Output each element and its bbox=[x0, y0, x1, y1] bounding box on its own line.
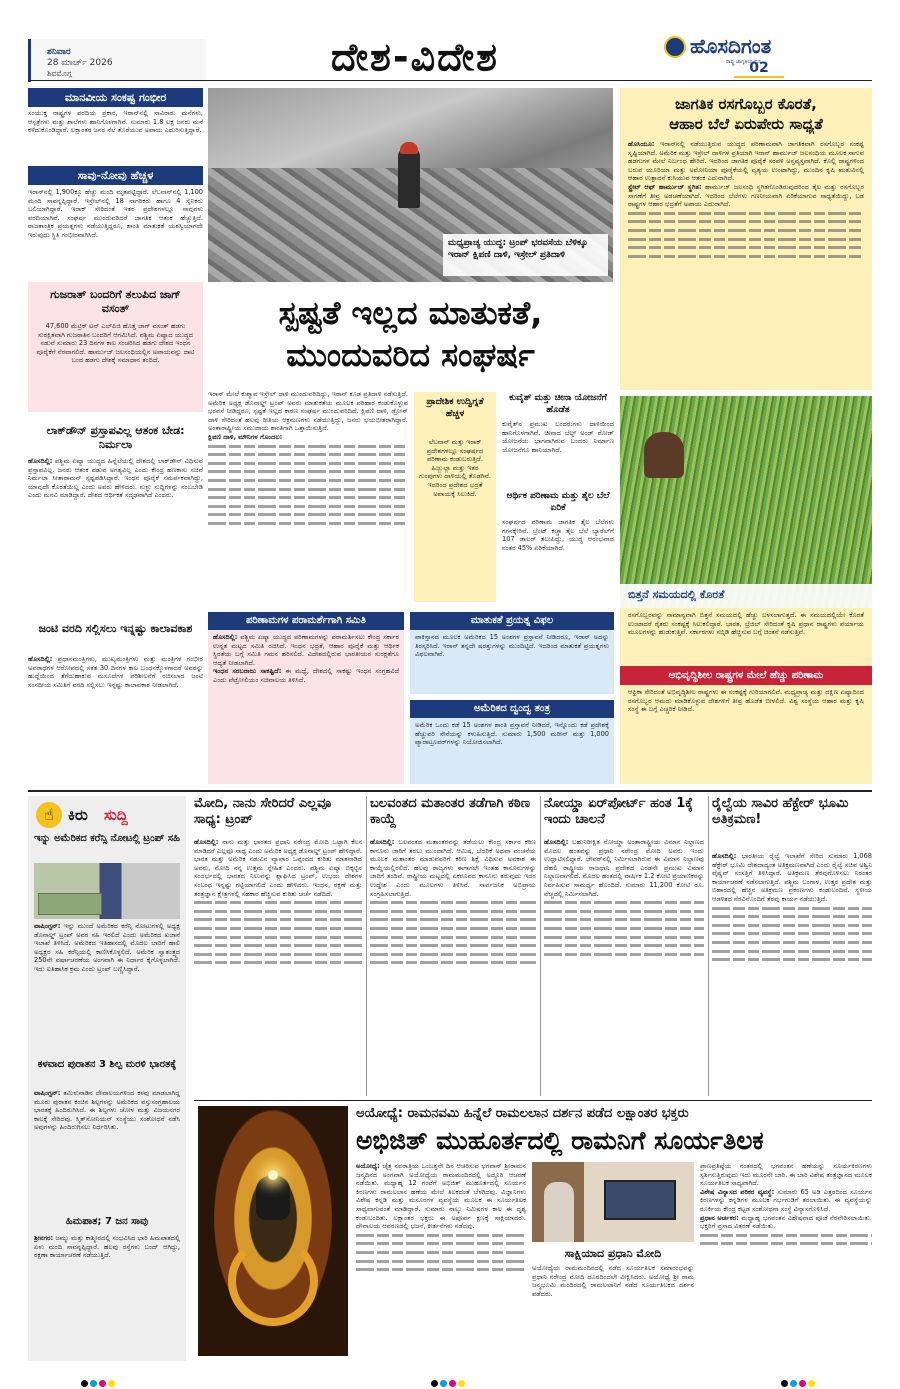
conversion-text: ಬಲವಂತದ ಮತಾಂತರವನ್ನು ತಡೆಯಲು ಕೇಂದ್ರ ಸರ್ಕಾರ ಕಠಿಣ ಕಾನೂನು ಜಾರಿಗೆ ತರಲು ಮುಂದಾಗಿದೆ. ಆಮಿಷ, ಬೆದರಿಕೆ ಅಥವಾ ವಂಚನೆಯ ಮೂಲಕ ಮತಾಂತರ ಮಾಡುವವರಿಗೆ ಕಠಿಣ ಶಿಕ್ಷೆ ವಿಧಿಸುವ ಅವಕಾಶ ಈ ಕಾಯ್ದೆಯಲ್ಲಿರಲಿದೆ. ಹಲವು ರಾಜ್ಯಗಳು ಈಗಾಗಲೇ ಇಂತಹ ಕಾನೂನುಗಳನ್ನು ಜಾರಿಗೆ ತಂದಿವೆ. ರಾಷ್ಟ್ರೀಯ ಮಟ್ಟದಲ್ಲಿ ಏಕರೂಪದ ಕಾನೂನು ತರುವುದು ಇದರ ಉದ್ದೇಶ ಎಂದು ಮೂಲಗಳು ತಿಳಿಸಿವೆ. ಸಾರ್ವಜನಿಕ ಅಭಿಪ್ರಾಯ ಸಂಗ್ರಹಿಸಲಾಗುತ್ತಿದೆ. bbox=[370, 838, 536, 898]
kiru-item1-wrap bbox=[34, 922, 180, 1050]
gujarat-text: 47,600 ಮೆಟ್ರಿಕ್ ಟನ್ ಎಲ್‌ಪಿಜಿ ಹೊತ್ತ ಜಾಗ್ ವಸಂತ್ ಹಡಗು ಸುರಕ್ಷಿತವಾಗಿ ಗುಜರಾತಿನ ಬಂದರಿಗೆ ಆಗಮಿಸಿದೆ. ಪಶ್ಚಿಮ ಏಷ್ಯಾದ ಯುದ್ಧದ ನಡುವೆ ಸುಮಾರು 23 ದಿನಗಳ ಕಾಲ ಸಂಚರಿಸಿದ ಹಡಗು ದೇಶದ ಇಂಧನ ಪೂರೈಕೆಗೆ ನೆರವಾಗಲಿದೆ. ಹಾರ್ಮುಜ್ ಜಲಸಂಧಿಯಲ್ಲಿನ ಅಪಾಯವನ್ನು ದಾಟಿ ಬಂದ ಹಡಗು ದೇಶಕ್ಕೆ ಸಮಾಧಾನ ತಂದಿದೆ. bbox=[36, 322, 195, 365]
rescuer-figure bbox=[398, 148, 420, 208]
registration-marks-right bbox=[780, 1372, 816, 1389]
ayodhya-col1 bbox=[356, 1162, 526, 1358]
kiru-item3-lead: ಶ್ರೀನಗರ: bbox=[34, 1234, 54, 1242]
modi-text-wrap bbox=[194, 838, 362, 1094]
conversion-lead: ಹೊಸದಿಲ್ಲಿ: bbox=[370, 838, 395, 846]
ayodhya-headline: ಅಭಿಜಿತ್ ಮುಹೂರ್ತದಲ್ಲಿ ರಾಮನಿಗೆ ಸೂರ್ಯತಿಲಕ bbox=[356, 1126, 764, 1155]
economic-title: ಆರ್ಥಿಕ ಪರಿಣಾಮ ಮತ್ತು ತೈಲ ಬೆಲೆ ಏರಿಕೆ bbox=[506, 491, 610, 513]
ayodhya-kicker: ಅಯೋಧ್ಯೆ: ರಾಮನವಮಿ ಹಿನ್ನೆಲೆ ರಾಮಲಲಾನ ದರ್ಶನ ಪಡೆದ ಲಕ್ಷಾಂತರ ಭಕ್ತರು bbox=[356, 1106, 689, 1121]
railway-title: ರೈಲ್ವೆಯ ಸಾವಿರ ಹೆಕ್ಟೇರ್ ಭೂಮಿ ಅತಿಕ್ರಮಣ! bbox=[712, 796, 849, 827]
gujarat-box bbox=[28, 282, 203, 412]
kiru-item3-title: ಹಿಮಪಾತ; 7 ಜನ ಸಾವು bbox=[65, 1216, 149, 1227]
us-strategy-box bbox=[410, 700, 614, 784]
lockdown-lead: ಹೊಸದಿಲ್ಲಿ: bbox=[28, 457, 53, 465]
ayodhya-text: ಚೈತ್ರ ನವರಾತ್ರಿಯ ಒಂಬತ್ತನೇ ದಿನ ಆಚರಿಸುವ ಭಗವಾನ್ ಶ್ರೀರಾಮನ ಜನ್ಮದಿನದ ಅಂಗವಾಗಿ ಅಯೋಧ್ಯೆಯ ರಾಮಮಂದಿರದಲ್ಲಿ ಅದ್ದೂರಿ ಆಚರಣೆ ನಡೆಯಿತು. ಮಧ್ಯಾಹ್ನ 12 ಗಂಟೆಗೆ ಅಭಿಜಿತ್ ಮುಹೂರ್ತದಲ್ಲಿ ಸೂರ್ಯನ ಕಿರಣಗಳು ರಾಮಲಲಾನ ಹಣೆಯ ಮೇಲೆ ತಿಲಕದಂತೆ ಬೆಳಗಿದವು. ವಿಜ್ಞಾನಿಗಳು ವಿಶೇಷ ಕನ್ನಡಿ ಮತ್ತು ಮಸೂರಗಳ ವ್ಯವಸ್ಥೆಯ ಮೂಲಕ ಈ ಸೂರ್ಯತಿಲಕ ಸಾಧ್ಯವಾಗುವಂತೆ ಮಾಡಿದ್ದಾರೆ. ಸುಮಾರು ನಾಲ್ಕು ನಿಮಿಷಗಳ ಕಾಲ ಈ ದೃಶ್ಯ ಕಂಡುಬಂದಿತು. ಲಕ್ಷಾಂತರ ಭಕ್ತರು ಈ ಅಪೂರ್ವ ಕ್ಷಣಕ್ಕೆ ಸಾಕ್ಷಿಯಾದರು. ದೇವಾಲಯ ಆವರಣದಲ್ಲಿ ಭಜನೆ, ಕೀರ್ತನೆಗಳು ನಡೆದವು. bbox=[356, 1162, 526, 1231]
gujarat-title: ಗುಜರಾತ್ ಬಂದರಿಗೆ ತಲುಪಿದ ಜಾಗ್ ವಸಂತ್ bbox=[50, 288, 181, 315]
kuwait-box bbox=[502, 392, 614, 484]
noida-lead: ಹೊಸದಿಲ್ಲಿ: bbox=[544, 838, 569, 846]
diplomacy-title: ಮಾತುಕತೆ ಪ್ರಯತ್ನ ವಿಫಲ bbox=[410, 612, 614, 630]
noida-story bbox=[544, 796, 704, 1096]
photo-caption: ಮಧ್ಯಪ್ರಾಚ್ಯ ಯುದ್ಧ: ಟ್ರಂಪ್ ಭರವಸೆಯ ಬೆಳಿಕ್ಕೂ ಇರಾನ್ ಕ್ಷಿಪಣಿ ದಾಳಿ, ಇಸ್ರೇಲ್ ಪ್ರತಿದಾಳಿ bbox=[448, 238, 588, 260]
economic-text: ಸಂಘರ್ಷದ ಪರಿಣಾಮ ಜಾಗತಿಕ ತೈಲ ಬೆಲೆಗಳು ಗಗನಕ್ಕೇರಿವೆ. ಬ್ರೆಂಟ್ ಕಚ್ಚಾ ತೈಲ ಬೆಲೆ ಬ್ಯಾರೆಲ್‌ಗೆ 107 ಡಾಲರ್ ತಲುಪಿದ್ದು, ಯುದ್ಧ ಆರಂಭವಾದ ನಂತರ 45% ಏರಿಕೆಯಾಗಿದೆ. bbox=[502, 518, 614, 552]
weather-text-wrap bbox=[28, 655, 203, 779]
city-label: ಶಿವಮೊಗ್ಗ bbox=[47, 69, 72, 78]
day-label: ಶನಿವಾರ bbox=[47, 47, 71, 57]
registration-marks-left bbox=[80, 1372, 116, 1389]
ayodhya-col3 bbox=[700, 1162, 872, 1358]
date-label: 28 ಮಾರ್ಚ್ 2026 bbox=[47, 58, 113, 68]
weather-title: ಜಂಟಿ ವರದಿ ಸಲ್ಲಿಸಲು ಇನ್ನಷ್ಟು ಕಾಲಾವಕಾಶ bbox=[38, 622, 193, 635]
date-box bbox=[28, 39, 206, 82]
farmer-figure bbox=[644, 432, 684, 478]
sowing-text: ರಸಗೊಬ್ಬರವನ್ನು ಸಾಮಾನ್ಯವಾಗಿ ಬಿತ್ತನೆ ಸಮಯದಲ್ಲಿ ಹೆಚ್ಚು ಬಳಸಲಾಗುತ್ತದೆ. ಈ ಸಮಯದಲ್ಲಿಯೇ ಕೊರತೆ ಉಂಟಾದರೆ ರೈತರು ಸಂಕಷ್ಟಕ್ಕೆ ಸಿಲುಕಲಿದ್ದಾರೆ. ಭಾರತ, ಬ್ರೆಜಿಲ್ ಸೇರಿದಂತೆ ಕೃಷಿ ಪ್ರಧಾನ ರಾಷ್ಟ್ರಗಳು ಪರ್ಯಾಯ ಮೂಲಗಳನ್ನು ಹುಡುಕುತ್ತಿವೆ. ಸರ್ಕಾರಗಳು ಸಬ್ಸಿಡಿ ಹೆಚ್ಚಿಸುವ ಬಗ್ಗೆ ಚಿಂತನೆ ನಡೆಸುತ್ತಿವೆ. bbox=[628, 611, 864, 637]
main-headline-line2: ಮುಂದುವರಿದ ಸಂಘರ್ಷ bbox=[286, 336, 535, 374]
main-story-text: ಇರಾನ್ ಮೇಲೆ ಕುಶ್ಮಾವ ಇಸ್ರೇಲ್ ದಾಳಿ ಮುಂದುವರಿದಿದ್ದು, ಇರಾನ್ ಕೂಡ ಪ್ರತಿದಾಳಿ ನಡೆಸುತ್ತಿದೆ. ಅಮೆರಿಕ ಅಧ್ಯಕ್ಷ ಡೊನಾಲ್ಡ್ ಟ್ರಂಪ್ ಅವರು ಮಾತುಕತೆಯ ಮೂಲಕ ಪರಿಹಾರ ಕಂಡುಕೊಳ್ಳುವ ಭರವಸೆ ನೀಡಿದ್ದರೂ, ಸ್ಪಷ್ಟತೆ ಇಲ್ಲದ ಕಾರಣ ಸಂಘರ್ಷ ಮುಂದುವರಿದಿದೆ. ಕ್ಷಿಪಣಿ ದಾಳಿ, ಡ್ರೋನ್ ದಾಳಿ ಸೇರಿದಂತೆ ಹಲವು ರೀತಿಯ ಆಕ್ರಮಣಗಳು ನಡೆಯುತ್ತಿದ್ದು, ಜನರು ಭಯಭೀತರಾಗಿದ್ದಾರೆ. ಅಂತಾರಾಷ್ಟ್ರೀಯ ಸಮುದಾಯ ಶಾಂತಿಗಾಗಿ ಒತ್ತಾಯಿಸುತ್ತಿದೆ. bbox=[208, 390, 408, 433]
casualties-title: ಸಾವು-ನೋವು ಹೆಚ್ಚಳ bbox=[28, 166, 203, 185]
results-lead: ಹೊಸದಿಲ್ಲಿ: bbox=[213, 633, 238, 641]
food-box bbox=[620, 88, 872, 390]
photo-caption-box bbox=[443, 234, 608, 276]
regional-box bbox=[414, 392, 496, 602]
currency-photo bbox=[34, 863, 180, 919]
dollar-note bbox=[38, 893, 102, 915]
kiru-item2-wrap bbox=[34, 1089, 180, 1209]
ayodhya-text3: ಸುಮಾರು 65 ಅಡಿ ಎತ್ತರದಿಂದ ಸೂರ್ಯನ ಕಿರಣಗಳನ್ನು ಕನ್ನಡಿಗಳ ಮೂಲಕ ಗರ್ಭಗುಡಿಗೆ ತರಲಾಯಿತು. ಈ ವ್ಯವಸ್ಥೆಯನ್ನು ರೂರ್ಕಿಯ ಕೇಂದ್ರ ಕಟ್ಟಡ ಸಂಶೋಧನಾ ಸಂಸ್ಥೆ ವಿನ್ಯಾಸಗೊಳಿಸಿದೆ. bbox=[700, 1187, 872, 1213]
modi-story bbox=[194, 796, 362, 1096]
main-story-lead: ಕ್ಷಿಪಣಿ ದಾಳಿ, ಮೌನಿಗಳ ಗೊಂದಲ: bbox=[208, 432, 283, 441]
pm-figure bbox=[544, 1182, 574, 1242]
paper-tagline: ರಾಷ್ಟ್ರ ಜಾಗೃತಿಯ ಧ್ವನಿ bbox=[726, 59, 762, 65]
results-title: ಪರಿಣಾಮಗಳ ಪರಾಮರ್ಶೆಗಾಗಿ ಸಮಿತಿ bbox=[208, 612, 404, 630]
suddi-label: ಸುದ್ದಿ bbox=[104, 806, 128, 824]
modi-title: ಮೋದಿ, ನಾನು ಸೇರಿದರೆ ಎಲ್ಲವೂ ಸಾಧ್ಯ: ಟ್ರಂಪ್ bbox=[194, 796, 332, 827]
results-text: ಪಶ್ಚಿಮ ಏಷ್ಯಾ ಯುದ್ಧದ ಪರಿಣಾಮಗಳನ್ನು ಪರಾಮರ್ಶಿಸಲು ಕೇಂದ್ರ ಸರ್ಕಾರ ಉನ್ನತ ಮಟ್ಟದ ಸಮಿತಿ ರಚಿಸಿದೆ. ಇಂಧನ ಭದ್ರತೆ, ಆಹಾರ ಪೂರೈಕೆ ಮತ್ತು ಆರ್ಥಿಕ ಸ್ಥಿರತೆಯ ಬಗ್ಗೆ ಸಮಿತಿ ಗಮನ ಹರಿಸಲಿದೆ. ವಿದೇಶದಲ್ಲಿರುವ ಭಾರತೀಯರ ಸುರಕ್ಷತೆಗೂ ಆದ್ಯತೆ ನೀಡಲಾಗಿದೆ. bbox=[213, 633, 399, 667]
page-number: 02 bbox=[734, 60, 784, 78]
conversion-text-wrap bbox=[370, 838, 536, 1094]
developing-title: ಅಭಿವೃದ್ಧಿಶೀಲ ರಾಷ್ಟ್ರಗಳ ಮೇಲೆ ಹೆಚ್ಚು ಪರಿಣಾಮ bbox=[620, 666, 872, 685]
us-strategy-text: ಅಮೆರಿಕ ಒಂದು ಕಡೆ 15 ಅಂಶಗಳ ಶಾಂತಿ ಪ್ರಸ್ತಾವನೆ ನೀಡಿದರೆ, ಇನ್ನೊಂದು ಕಡೆ ಪ್ರದೇಶಕ್ಕೆ ಹೆಚ್ಚುವರಿ ಸೇನೆಯನ್ನು ಕಳುಹಿಸುತ್ತಿದೆ. ಸುಮಾರು 1,500 ಮರೀನ್ ಮತ್ತು 1,000 ಪ್ಯಾರಾಟ್ರೂಪರ್‌ಗಳನ್ನು ನಿಯೋಜಿಸಲಾಗಿದೆ. bbox=[415, 721, 609, 747]
railway-text: ಭಾರತೀಯ ರೈಲ್ವೆ ಇಲಾಖೆಗೆ ಸೇರಿದ ಸುಮಾರು 1,068 ಹೆಕ್ಟೇರ್ ಭೂಮಿ ದೇಶದಾದ್ಯಂತ ಅತಿಕ್ರಮಣವಾಗಿದೆ ಎಂದು ರೈಲ್ವೆ ಸಚಿವ ಅಶ್ವಿನಿ ವೈಷ್ಣವ್ ಸಂಸತ್ತಿಗೆ ತಿಳಿಸಿದ್ದಾರೆ. ಅತಿಕ್ರಮಣ ತೆರವುಗೊಳಿಸಲು ನಿರಂತರ ಕಾರ್ಯಾಚರಣೆ ನಡೆಸಲಾಗುತ್ತಿದೆ. ಪಶ್ಚಿಮ ಬಂಗಾಳ, ಉತ್ತರ ಪ್ರದೇಶ ಮತ್ತು ಬಿಹಾರದಲ್ಲಿ ಹೆಚ್ಚಿನ ಅತಿಕ್ರಮಣ ಪ್ರಕರಣಗಳು ಕಂಡುಬಂದಿವೆ. ಸ್ಥಳೀಯ ಆಡಳಿತದ ನೆರವಿನೊಂದಿಗೆ ತೆರವು ಕಾರ್ಯ ನಡೆಯುತ್ತಿದೆ. bbox=[712, 852, 872, 903]
section-title: ದೇಶ-ವಿದೇಶ bbox=[331, 35, 499, 79]
kiru-item2-lead: ವಾಷಿಂಗ್ಟನ್: bbox=[34, 1089, 61, 1097]
food-text: ಇರಾನ್‌ನಲ್ಲಿ ನಡೆಯುತ್ತಿರುವ ಯುದ್ಧದ ಪರಿಣಾಮವಾಗಿ ಜಾಗತಿಕವಾಗಿ ರಸಗೊಬ್ಬರ ಸಂಕಷ್ಟ ಸೃಷ್ಟಿಯಾಗಿದೆ. ಅಮೆರಿಕ ಮತ್ತು ಇಸ್ರೇಲ್ ದಾಳಿಗಳ ಪ್ರತಿಯಾಗಿ ಇರಾನ್ ಹಾರ್ಮುಜ್ ಜಲಸಂಧಿಯ ಮೂಲಕ ಸಾಗುವ ಹಡಗುಗಳ ಮೇಲೆ ನಿರ್ಬಂಧ ಹೇರಿದೆ. ಇದರಿಂದ ಜಾಗತಿಕ ಪೂರೈಕೆ ಸರಪಳಿ ಅಸ್ತವ್ಯಸ್ತವಾಗಿದೆ. ಕೊಲ್ಲಿ ರಾಷ್ಟ್ರಗಳಿಂದ ಬರುವ ಯೂರಿಯಾ ಮತ್ತು ಅಮೋನಿಯಾ ಪೂರೈಕೆಯಲ್ಲಿ ವ್ಯತ್ಯಯ ಉಂಟಾಗಿದ್ದು, ಮುಂದಿನ ಕೃಷಿ ಋತುವಿನಲ್ಲಿ ಆಹಾರ ಉತ್ಪಾದನೆ ಕುಸಿಯುವ ಆತಂಕ ಎದುರಾಗಿದೆ. bbox=[628, 140, 864, 183]
kiru-item1-text: ಇನ್ನು ಮುಂದೆ ಅಮೆರಿಕದ ಕರೆನ್ಸಿ ನೋಟುಗಳಲ್ಲಿ ಅಧ್ಯಕ್ಷ ಡೊನಾಲ್ಡ್ ಟ್ರಂಪ್ ಅವರ ಸಹಿ ಇರಲಿದೆ ಎಂದು ಅಮೆರಿಕದ ಖಜಾನೆ ಇಲಾಖೆ ತಿಳಿಸಿದೆ. ಅಮೆರಿಕದ ಇತಿಹಾಸದಲ್ಲಿ ಮೊದಲ ಬಾರಿಗೆ ಹಾಲಿ ಅಧ್ಯಕ್ಷರ ಸಹಿ ಕರೆನ್ಸಿಯಲ್ಲಿ ಕಾಣಿಸಿಕೊಳ್ಳಲಿದೆ. ಅಮೆರಿಕ ಸ್ವಾತಂತ್ರ್ಯದ 250ನೇ ವರ್ಷಾಚರಣೆಯ ಅಂಗವಾಗಿ ಈ ನಿರ್ಧಾರ ಕೈಗೊಳ್ಳಲಾಗಿದೆ. ಇದು ಐತಿಹಾಸಿಕ ಕ್ರಮ ಎಂದು ಟ್ರಂಪ್ ಬಣ್ಣಿಸಿದ್ದಾರೆ. bbox=[34, 922, 180, 973]
col-sep-2 bbox=[540, 796, 541, 1096]
food-title-line2: ಆಹಾರ ಬೆಲೆ ಏರುಪೇರು ಸಾಧ್ಯತೆ bbox=[669, 115, 823, 133]
screen-shape bbox=[604, 1180, 676, 1220]
rescuer-helmet bbox=[400, 142, 418, 154]
railway-text-wrap bbox=[712, 852, 872, 1092]
kiru-header bbox=[34, 800, 180, 830]
humanitarian-text: ಸಂಯುಕ್ತ ರಾಷ್ಟ್ರಗಳ ವರದಿಯ ಪ್ರಕಾರ, ಇರಾನ್‌ನಲ್ಲಿ ಸಾವಿರಾರು ಮನೆಗಳು, ಆಸ್ಪತ್ರೆಗಳು ಮತ್ತು ಶಾಲೆಗಳು ಹಾನಿಗೊಳಗಾಗಿವೆ. ಸುಮಾರು 1.8 ಲಕ್ಷ ಜನರು ಮನೆ ಕಳೆದುಕೊಂಡಿದ್ದಾರೆ. ಲಕ್ಷಾಂತರ ಜನರ ನೆಲೆ ತೊರೆಯುವ ಅಪಾಯ ಎದುರಿಸುತ್ತಿದ್ದಾರೆ. bbox=[28, 109, 203, 135]
ayodhya-lead: ಅಯೋಧ್ಯೆ: bbox=[356, 1162, 380, 1170]
food-text-wrap bbox=[628, 140, 864, 384]
kiru-item1-lead: ವಾಷಿಂಗ್ಟನ್: bbox=[34, 922, 61, 930]
weather-text: ಪ್ರಧಾನಮಂತ್ರಿಗಳು, ಮುಖ್ಯಮಂತ್ರಿಗಳು ಮತ್ತು ಮಂತ್ರಿಗಳ ಗಂಭೀರ ಅಪರಾಧಗಳ ಆರೋಪದಲ್ಲಿ ಸತತ 30 ದಿನಗಳ ಕಾಲ ಬಂಧನಕ್ಕೊಳಗಾದರೆ ಅವರನ್ನು ಹುದ್ದೆಯಿಂದ ತೆಗೆದುಹಾಕುವ ಮಸೂದೆಗಳ ಪರಿಶೀಲನೆಗೆ ರಚಿಸಲಾದ ಜಂಟಿ ಸಂಸದೀಯ ಸಮಿತಿಗೆ ವರದಿ ಸಲ್ಲಿಸಲು ಇನ್ನಷ್ಟು ಕಾಲಾವಕಾಶ ನೀಡಲಾಗಿದೆ. bbox=[28, 655, 203, 689]
results-text-wrap bbox=[208, 630, 404, 780]
diplomacy-text: ಪಾಕಿಸ್ತಾನದ ಮೂಲಕ ಅಮೆರಿಕದ 15 ಅಂಶಗಳ ಪ್ರಸ್ತಾವನೆ ನೀಡಿದರೂ, ಇರಾನ್ ಅದನ್ನು ತಿರಸ್ಕರಿಸಿದೆ. ಇರಾನ್ ತನ್ನದೇ ಷರತ್ತುಗಳನ್ನು ಮುಂದಿಟ್ಟಿದೆ. ಇದರಿಂದ ಮಾತುಕತೆ ಪ್ರಯತ್ನಗಳು ವಿಫಲವಾಗಿವೆ. bbox=[415, 633, 609, 659]
main-story bbox=[208, 390, 408, 602]
economic-box bbox=[502, 490, 614, 602]
main-story-filler bbox=[208, 442, 408, 451]
casualties-text: ಇರಾನ್‌ನಲ್ಲಿ 1,900ಕ್ಕೂ ಹೆಚ್ಚು ಮಂದಿ ಮೃತಪಟ್ಟಿದ್ದಾರೆ. ಲೆಬನಾನ್‌ನಲ್ಲಿ 1,100 ಮಂದಿ ಸಾವನ್ನಪ್ಪಿದ್ದಾರೆ. ಇಸ್ರೇಲ್‌ನಲ್ಲಿ 18 ನಾಗರಿಕರು ಹಾಗೂ 4 ಸೈನಿಕರು ಬಲಿಯಾಗಿದ್ದಾರೆ. ಇರಾಕ್ ಸೇರಿದಂತೆ ಇತರ ಪ್ರದೇಶಗಳಲ್ಲೂ ಸಾವುಗಳು ವರದಿಯಾಗಿವೆ. ಸಂಘರ್ಷ ಮುಂದುವರಿದರೆ ಜಾಗತಿಕ ಆತಂಕ ಹೆಚ್ಚುತ್ತಿದೆ. ರಾಜತಾಂತ್ರಿಕ ಪ್ರಯತ್ನಗಳು ನಡೆಯುತ್ತಿದ್ದರೂ, ಶಾಂತಿ ಮಾತುಕತೆ ಯಶಸ್ವಿಯಾಗದೇ ಇರುವುದು ಸ್ಥಿತಿ ಗಂಭೀರವಾಗಿಸಿದೆ. bbox=[28, 188, 203, 239]
kiru-item2-title: ಕಳವಾದ ಪುರಾತನ 3 ಶಿಲ್ಪ ಮರಳಿ ಭಾರತಕ್ಕೆ bbox=[37, 1059, 177, 1070]
kuwait-title: ಕುವೈತ್ ಮತ್ತು ಚೀನಾ ಯೋಜನೆಗೆ ಹೊಡೆತ bbox=[509, 393, 607, 415]
war-photo bbox=[208, 88, 613, 282]
registration-marks-center bbox=[430, 1372, 466, 1389]
food-lead: ಹೊಸಿಯೂ: bbox=[628, 140, 655, 148]
modi-photo bbox=[532, 1162, 694, 1242]
kiru-item3-wrap bbox=[34, 1234, 180, 1334]
sowing-box bbox=[620, 608, 872, 666]
pointing-hand-icon: ☝ bbox=[36, 802, 62, 828]
logo-emblem-icon bbox=[664, 36, 686, 58]
ayodhya-text4: ಮಧ್ಯಾಹ್ನ ಭಗವಂತನ ವಿಶೇಷವಾದ ಪೂಜೆ ನೆರವೇರಿಸಲಾಯಿತು. ಭಕ್ತರಿಗೆ ಪ್ರಸಾದ ವಿತರಣೆ ನಡೆಯಿತು. bbox=[700, 1213, 872, 1231]
kuwait-text: ಕುವೈತ್‌ನ ಪ್ರಮುಖ ಬಂದರುಗಳು ದಾಳಿಯಿಂದ ಹಾನಿಗೊಳಗಾಗಿವೆ. ಚೀನಾದ ಬೆಲ್ಟ್ ಅಂಡ್ ರೋಡ್ ಯೋಜನೆಯ ಭಾಗವಾಗಿರುವ ಬಂದರು ನಿರ್ಮಾಣ ಯೋಜನೆಗೂ ಹಾನಿಯಾಗಿದೆ. bbox=[502, 420, 614, 454]
deity-face bbox=[256, 1176, 290, 1220]
masthead bbox=[0, 0, 900, 80]
casualties-box bbox=[28, 166, 203, 276]
col-sep-3 bbox=[708, 796, 709, 1096]
modi-lead: ಹೊಸದಿಲ್ಲಿ: bbox=[194, 838, 219, 846]
kiru-item1-title: ಇನ್ನು ಅಮೆರಿಕದ ಕರೆನ್ಸಿ ನೋಟಲ್ಲಿ ಟ್ರಂಪ್ ಸಹಿ bbox=[34, 833, 180, 844]
conversion-story bbox=[370, 796, 536, 1096]
main-headline-line1: ಸ್ಪಷ್ಟತೆ ಇಲ್ಲದ ಮಾತುಕತೆ, bbox=[278, 294, 543, 332]
kiru-suddi-column bbox=[28, 796, 186, 1361]
food-title-line1: ಜಾಗತಿಕ ರಸಗೊಬ್ಬರ ಕೊರತೆ, bbox=[675, 95, 817, 113]
main-headline bbox=[208, 292, 613, 382]
results-lead2: ಇಂಧನ ಸರಬರಾಜು ಸಾಕಷ್ಟಿದೆ: bbox=[213, 667, 282, 676]
railway-lead: ಹೊಸದಿಲ್ಲಿ: bbox=[712, 852, 737, 860]
regional-title: ಪ್ರಾದೇಶಿಕ ಉದ್ವಿಗ್ನತೆ ಹೆಚ್ಚಳ bbox=[426, 397, 484, 419]
ayodhya-lead4: ಪ್ರಧಾನ ಅರ್ಚಕರ: bbox=[700, 1213, 739, 1222]
ayodhya-col3-text: ಪ್ರಾಣಪ್ರತಿಷ್ಠೆಯ ನಂತರದಲ್ಲಿ ಭಗವಂತನ ಹಣೆಯನ್ನು ಸೂರ್ಯಕಿರಣಗಳು ಸ್ಪರ್ಶಿಸುತ್ತಿರುವುದು ಇದು ಮೂರನೇ ಬಾರಿ. ಈ ಬಾರಿ ವಿಶೇಷ ತಂತ್ರಜ್ಞಾನದ ಮೂಲಕ ಸೂರ್ಯತಿಲಕ ಸಾಧ್ಯವಾಗಿದೆ. bbox=[700, 1162, 872, 1188]
noida-text: ಬಹುನಿರೀಕ್ಷಿತ ನೋಯ್ಡಾ ಅಂತಾರಾಷ್ಟ್ರೀಯ ವಿಮಾನ ನಿಲ್ದಾಣದ ಮೊದಲ ಹಂತವನ್ನು ಪ್ರಧಾನಿ ನರೇಂದ್ರ ಮೋದಿ ಅವರು ಇಂದು ಉದ್ಘಾಟಿಸಲಿದ್ದಾರೆ. ಜೇವರ್‌ನಲ್ಲಿ ನಿರ್ಮಿಸಲಾಗಿರುವ ಈ ವಿಮಾನ ನಿಲ್ದಾಣವು ದೆಹಲಿ ರಾಷ್ಟ್ರೀಯ ರಾಜಧಾನಿ ಪ್ರದೇಶದ ಎರಡನೇ ಪ್ರಮುಖ ವಿಮಾನ ನಿಲ್ದಾಣವಾಗಲಿದೆ. ಮೊದಲ ಹಂತದಲ್ಲಿ ವಾರ್ಷಿಕ 1.2 ಕೋಟಿ ಪ್ರಯಾಣಿಕರನ್ನು ನಿರ್ವಹಿಸುವ ಸಾಮರ್ಥ್ಯ ಹೊಂದಿದೆ. ಸುಮಾರು 11,200 ಕೋಟಿ ರೂ. ವೆಚ್ಚದಲ್ಲಿ ನಿರ್ಮಿಸಲಾಗಿದೆ. bbox=[544, 838, 704, 898]
kiru-label: ಕಿರು bbox=[68, 806, 88, 824]
regional-text: ಲೆಬನಾನ್ ಮತ್ತು ಇರಾಕ್ ಪ್ರದೇಶಗಳಲ್ಲೂ ಸಂಘರ್ಷದ ಪರಿಣಾಮ ಕಂಡುಬರುತ್ತಿದೆ. ಹಿಜ್ಬುಲ್ಲಾ ಮತ್ತು ಇತರ ಗುಂಪುಗಳು ದಾಳಿಯಲ್ಲಿ ತೊಡಗಿವೆ. ಇದರಿಂದ ಪ್ರದೇಶದ ಭದ್ರತೆ ಅಪಾಯಕ್ಕೆ ಸಿಲುಕಿದೆ. bbox=[419, 438, 491, 498]
railway-story bbox=[712, 796, 872, 1096]
paddy-photo-caption: ಬಿತ್ತನೆ ಸಮಯದಲ್ಲಿ ಕೊರತೆ bbox=[628, 588, 725, 601]
paper-name: ಹೊಸದಿಗಂತ bbox=[690, 34, 772, 58]
modi-text: ನಾನು ಮತ್ತು ಭಾರತದ ಪ್ರಧಾನಿ ನರೇಂದ್ರ ಮೋದಿ ಒಟ್ಟಾಗಿ ಕೆಲಸ ಮಾಡಿದರೆ ಎಲ್ಲವೂ ಸಾಧ್ಯ ಎಂದು ಅಮೆರಿಕ ಅಧ್ಯಕ್ಷ ಡೊನಾಲ್ಡ್ ಟ್ರಂಪ್ ಹೇಳಿದ್ದಾರೆ. ಭಾರತ ಮತ್ತು ಅಮೆರಿಕ ನಡುವಿನ ವ್ಯಾಪಾರ ಒಪ್ಪಂದದ ಕುರಿತು ಮಾತನಾಡಿದ ಅವರು, ಮೋದಿ ನನ್ನ ಉತ್ತಮ ಸ್ನೇಹಿತ ಎಂದರು. ಪಶ್ಚಿಮ ಏಷ್ಯಾ ಬಿಕ್ಕಟ್ಟಿನ ಸಂದರ್ಭದಲ್ಲಿ ಭಾರತದ ನಿಲುವನ್ನು ಶ್ಲಾಘಿಸಿದ ಟ್ರಂಪ್, ಉಭಯ ದೇಶಗಳ ಸಂಬಂಧ ಇನ್ನಷ್ಟು ಗಟ್ಟಿಯಾಗಲಿದೆ ಎಂದು ಹೇಳಿದರು. ಇಂಧನ, ರಕ್ಷಣೆ ಮತ್ತು ತಂತ್ರಜ್ಞಾನ ಕ್ಷೇತ್ರಗಳಲ್ಲಿ ಸಹಕಾರ ಹೆಚ್ಚಿಸುವ ಕುರಿತು ಚರ್ಚೆ ನಡೆದಿದೆ. bbox=[194, 838, 362, 898]
results-box bbox=[208, 612, 404, 784]
weather-box bbox=[28, 622, 203, 782]
us-strategy-title: ಅಮೆರಿಕದ ದ್ವಂದ್ವ ತಂತ್ರ bbox=[410, 700, 614, 718]
ramlalla-photo bbox=[198, 1106, 348, 1356]
kiru-item2-text: ತಮಿಳುನಾಡಿನ ದೇವಾಲಯಗಳಿಂದ ಕಳವು ಮಾಡಲಾಗಿದ್ದ ಮೂರು ಪುರಾತನ ಕಂಚಿನ ಶಿಲ್ಪಗಳನ್ನು ಅಮೆರಿಕದ ವಸ್ತುಸಂಗ್ರಹಾಲಯ ಭಾರತಕ್ಕೆ ಹಿಂದಿರುಗಿಸಿದೆ. ಈ ಶಿಲ್ಪಗಳು ಚೋಳ ಮತ್ತು ವಿಜಯನಗರ ಕಾಲಕ್ಕೆ ಸೇರಿದವು. ಸ್ಮಿತ್‌ಸೋನಿಯನ್ ಸಂಸ್ಥೆಯು ಸಂಶೋಧನೆ ನಡೆಸಿ ಅವುಗಳನ್ನು ಹಿಂದಿರುಗಿಸಲು ನಿರ್ಧರಿಸಿತು. bbox=[34, 1089, 180, 1132]
garland bbox=[228, 1236, 318, 1326]
noida-title: ನೋಯ್ಡಾ ಏರ್‌ಪೋರ್ಟ್ ಹಂತ 1ಕ್ಕೆ ಇಂದು ಚಾಲನೆ bbox=[544, 796, 693, 827]
modi-photo-text: ಅಯೋಧ್ಯೆಯ ರಾಮಮಂದಿರದಲ್ಲಿ ನಡೆದ ಸೂರ್ಯತಿಲಕ ಸಮಾರಂಭವನ್ನು ಪ್ರಧಾನಿ ನರೇಂದ್ರ ಮೋದಿ ದೂರದಿಂದಲೇ ವೀಕ್ಷಿಸಿದರು. ಅಯೋಧ್ಯೆ ಶ್ರೀ ರಾಮ ಜನ್ಮಭೂಮಿ ಮಂದಿರದಲ್ಲಿ ರಾಮಲಲಾನಿಗೆ ನಡೆದ ಸೂರ್ಯತಿಲಕದ ದರ್ಶನ ಪಡೆದರು. bbox=[532, 1264, 694, 1298]
food-text2: ಹಾರ್ಮುಜ್ ಜಲಸಂಧಿ ಸ್ಥಗಿತಗೊಂಡಿರುವುದರಿಂದ ತೈಲ ಮತ್ತು ರಸಗೊಬ್ಬರ ಸಾಗಣೆಗೆ ತೀವ್ರ ಅಡಚಣೆಯಾಗಿದೆ. ಇದರಿಂದ ಬೆಲೆಗಳು ಗಣನೀಯವಾಗಿ ಏರಿಕೆಯಾಗುವ ಸಾಧ್ಯತೆಯಿದ್ದು, ಬಡ ರಾಷ್ಟ್ರಗಳ ಆಹಾರ ಭದ್ರತೆಗೆ ಅಪಾಯ ಎದುರಾಗಿದೆ. bbox=[628, 182, 864, 209]
noida-text-wrap bbox=[544, 838, 704, 1094]
lockdown-title: ಲಾಕ್‌ಡೌನ್ ಪ್ರಸ್ತಾಪವಿಲ್ಲ ಆತಂಕ ಬೇಡ: ನಿರ್ಮಲಾ bbox=[46, 424, 185, 451]
lockdown-text-wrap bbox=[28, 457, 203, 615]
lockdown-box bbox=[28, 424, 203, 616]
photo-caption-band bbox=[620, 584, 872, 608]
humanitarian-title: ಮಾನವೀಯ ಸಂಕಷ್ಟ ಗಂಭೀರ bbox=[28, 88, 203, 107]
kiru-item3-text: ಜಮ್ಮು ಮತ್ತು ಕಾಶ್ಮೀರದಲ್ಲಿ ಸಂಭವಿಸಿದ ಭಾರಿ ಹಿಮಪಾತದಲ್ಲಿ ಏಳು ಮಂದಿ ಸಾವನ್ನಪ್ಪಿದ್ದಾರೆ. ಹಲವು ರಸ್ತೆಗಳು ಬಂದ್ ಆಗಿದ್ದು, ರಕ್ಷಣಾ ಕಾರ್ಯಾಚರಣೆ ನಡೆಯುತ್ತಿದೆ. bbox=[34, 1234, 180, 1260]
modi-photo-caption: ಸಾಕ್ಷಿಯಾದ ಪ್ರಧಾನಿ ಮೋದಿ bbox=[564, 1247, 662, 1260]
weather-lead: ಹೊಸದಿಲ್ಲಿ: bbox=[28, 655, 53, 663]
paddy-photo bbox=[620, 396, 872, 608]
developing-box bbox=[620, 666, 872, 784]
section-divider bbox=[28, 790, 872, 792]
lockdown-text: ಪಶ್ಚಿಮ ಏಷ್ಯಾ ಯುದ್ಧದ ಹಿನ್ನೆಲೆಯಲ್ಲಿ ದೇಶದಲ್ಲಿ ಲಾಕ್‌ಡೌನ್ ವಿಧಿಸುವ ಪ್ರಸ್ತಾಪವಿಲ್ಲ. ಜನರು ಆತಂಕ ಪಡುವ ಅಗತ್ಯವಿಲ್ಲ ಎಂದು ಕೇಂದ್ರ ಹಣಕಾಸು ಸಚಿವೆ ನಿರ್ಮಲಾ ಸೀತಾರಾಮನ್ ಸ್ಪಷ್ಟಪಡಿಸಿದ್ದಾರೆ. ಇಂಧನ ಪೂರೈಕೆ ಸಮರ್ಪಕವಾಗಿದ್ದು, ಯಾವುದೇ ಕೊರತೆಯಿಲ್ಲ ಎಂದು ಅವರು ಹೇಳಿದರು. ಸುಳ್ಳು ಸುದ್ದಿಗಳನ್ನು ನಂಬಬೇಡಿ ಎಂದು ಮನವಿ ಮಾಡಿದ್ದಾರೆ. ದೇಶದ ಆರ್ಥಿಕತೆ ಸದೃಢವಾಗಿದೆ ಎಂದರು. bbox=[28, 457, 203, 500]
ayodhya-lead3: ವಿಶೇಷ ವಿನ್ಯಾಸದ ಪರಿಕರ ವ್ಯವಸ್ಥೆ: bbox=[700, 1187, 775, 1196]
masthead-rule bbox=[28, 80, 872, 81]
modi-photo-box bbox=[532, 1162, 694, 1358]
diplomacy-box bbox=[410, 612, 614, 694]
ayodhya-divider bbox=[194, 1100, 872, 1101]
conversion-title: ಬಲವಂತದ ಮತಾಂತರ ತಡೆಗಾಗಿ ಕಠಿಣ ಕಾಯ್ದೆ bbox=[370, 796, 530, 827]
col-sep-1 bbox=[366, 796, 367, 1096]
humanitarian-box bbox=[28, 88, 203, 163]
developing-text: ಆಫ್ರಿಕಾ ಸೇರಿದಂತೆ ಅಭಿವೃದ್ಧಿಶೀಲ ರಾಷ್ಟ್ರಗಳು ಈ ಸಂಕಷ್ಟಕ್ಕೆ ಗುರಿಯಾಗಲಿವೆ. ಮಧ್ಯಪ್ರಾಚ್ಯ ಮತ್ತು ದಕ್ಷಿಣ ಏಷ್ಯಾದಿಂದ ರಸಗೊಬ್ಬರ ಆಮದು ಮಾಡಿಕೊಳ್ಳುವ ದೇಶಗಳಿಗೆ ತೀವ್ರ ಹೊಡೆತ ಬೀಳಲಿದೆ. ವಿಶ್ವ ಸಂಸ್ಥೆಯ ಆಹಾರ ಮತ್ತು ಕೃಷಿ ಸಂಸ್ಥೆ ಈ ಬಗ್ಗೆ ಎಚ್ಚರಿಕೆ ನೀಡಿದೆ. bbox=[628, 688, 864, 714]
food-lead2: ಸ್ಟ್ರೇಟ್ ಆಫ್ ಹಾರ್ಮುಜ್ ಸ್ಥಗಿತ: bbox=[628, 182, 702, 191]
sun-tilak-icon bbox=[268, 1170, 278, 1180]
results-text2: ಈ ಮಧ್ಯೆ, ದೇಶದಲ್ಲಿ ಸಾಕಷ್ಟು ಇಂಧನ ಸಂಗ್ರಹವಿದೆ ಎಂದು ಪೆಟ್ರೋಲಿಯಂ ಸಚಿವಾಲಯ ತಿಳಿಸಿದೆ. bbox=[213, 667, 399, 684]
logo-box bbox=[662, 32, 852, 78]
